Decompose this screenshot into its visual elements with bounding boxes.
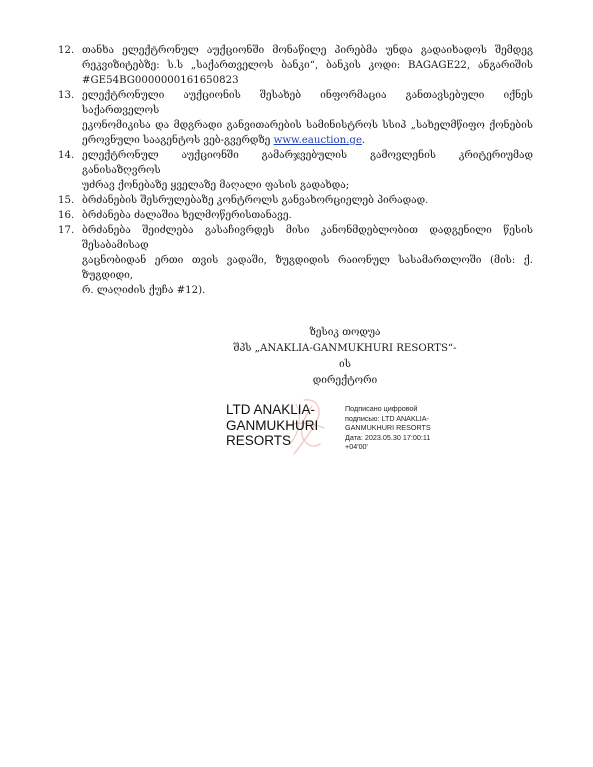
clause-14 — [58, 148, 533, 193]
signatory-name: ზესიკ თოდუა — [309, 327, 381, 338]
signatory-company: შპს „ANAKLIA-GANMUKHURI RESORTS“-ის — [233, 343, 457, 370]
clause-number: 16. — [58, 210, 75, 221]
clause-line: რეკვიზიტებზე: ს.ს „საქართველოს ბანკი“, ბანკის კოდი: BAGAGE22, ანგარიშის — [82, 60, 533, 71]
stamp-signature-details — [345, 404, 440, 452]
clause-text — [82, 223, 533, 298]
clause-line: ეკონომიკისა და მდგრადი განვითარების სამინისტროს სსიპ „სახელმწიფო ქონების — [82, 120, 533, 131]
clause-number: 12. — [58, 45, 75, 56]
stamp-company-name — [226, 402, 331, 449]
clause-15 — [58, 193, 533, 208]
clause-line: უძრავ ქონებაზე ყველაზე მაღალი ფასის გადახდა; — [82, 180, 350, 191]
stamp-company-line: RESORTS — [226, 433, 292, 448]
stamp-info-line: +04'00' — [345, 442, 368, 452]
clause-list — [58, 43, 533, 298]
clause-text — [82, 43, 533, 88]
stamp-company-line: GANMUKHURI — [226, 417, 319, 433]
clause-number: 15. — [58, 195, 75, 206]
clause-text — [82, 148, 533, 193]
clause-line-prefix: ეროვნული სააგენტოს ვებ-გვერდზე — [82, 135, 274, 146]
clause-line: ელექტრონული აუქციონის შესახებ ინფორმაცია განთავსებული იქნეს საქართველოს — [82, 90, 533, 116]
eauction-link[interactable]: www.eauction.ge — [273, 135, 362, 146]
clause-line: ბრძანება შეიძლება გასაჩივრდეს მისი კანონმდებლობით დადგენილი წესის შესაბამისად — [82, 225, 533, 251]
clause-line-suffix: . — [362, 135, 366, 146]
clause-text — [82, 88, 533, 148]
stamp-company-line: LTD ANAKLIA- — [226, 402, 316, 417]
clause-line — [82, 133, 533, 148]
clause-17 — [58, 223, 533, 298]
clause-line: რ. ლაღიძის ქუჩა #12). — [82, 285, 206, 296]
stamp-info-line: GANMUKHURI RESORTS — [345, 423, 431, 433]
clause-text — [82, 193, 533, 208]
digital-signature-stamp — [226, 402, 431, 462]
stamp-info-line: Дата: 2023.05.30 17:00:11 — [345, 432, 431, 442]
stamp-info-line: подписью: LTD ANAKLIA- — [345, 413, 429, 423]
signatory-title: დირექტორი — [312, 375, 378, 386]
clause-number: 13. — [58, 90, 75, 101]
clause-number: 17. — [58, 225, 75, 236]
clause-13 — [58, 88, 533, 148]
clause-line: #GE54BG0000000161650823 — [82, 75, 239, 86]
clause-12 — [58, 43, 533, 88]
clause-text — [82, 208, 533, 223]
clause-number: 14. — [58, 150, 75, 161]
clause-line: ბრძანების შესრულებაზე კონტროლს განვახორციელებ პირადად. — [82, 195, 429, 206]
clause-line: ბრძანება ძალაშია ხელმოწერისთანავე. — [82, 210, 292, 221]
clause-line: თანხა ელექტრონულ აუქციონში მონაწილე პირებმა უნდა გადაიხადოს შემდეგ — [82, 45, 533, 56]
clause-16 — [58, 208, 533, 223]
signatory-block — [233, 325, 457, 389]
clause-line: გაცნობიდან ერთი თვის ვადაში, ზუგდიდის რაიონულ სასამართლოში (მის: ქ. ზუგდიდი, — [82, 255, 533, 281]
stamp-info-line: Подписано цифровой — [345, 404, 418, 413]
clause-line: ელექტრონულ აუქციონში გამარჯვებულის გამოვლენის კრიტერიუმად განისაზღვროს — [82, 150, 533, 176]
